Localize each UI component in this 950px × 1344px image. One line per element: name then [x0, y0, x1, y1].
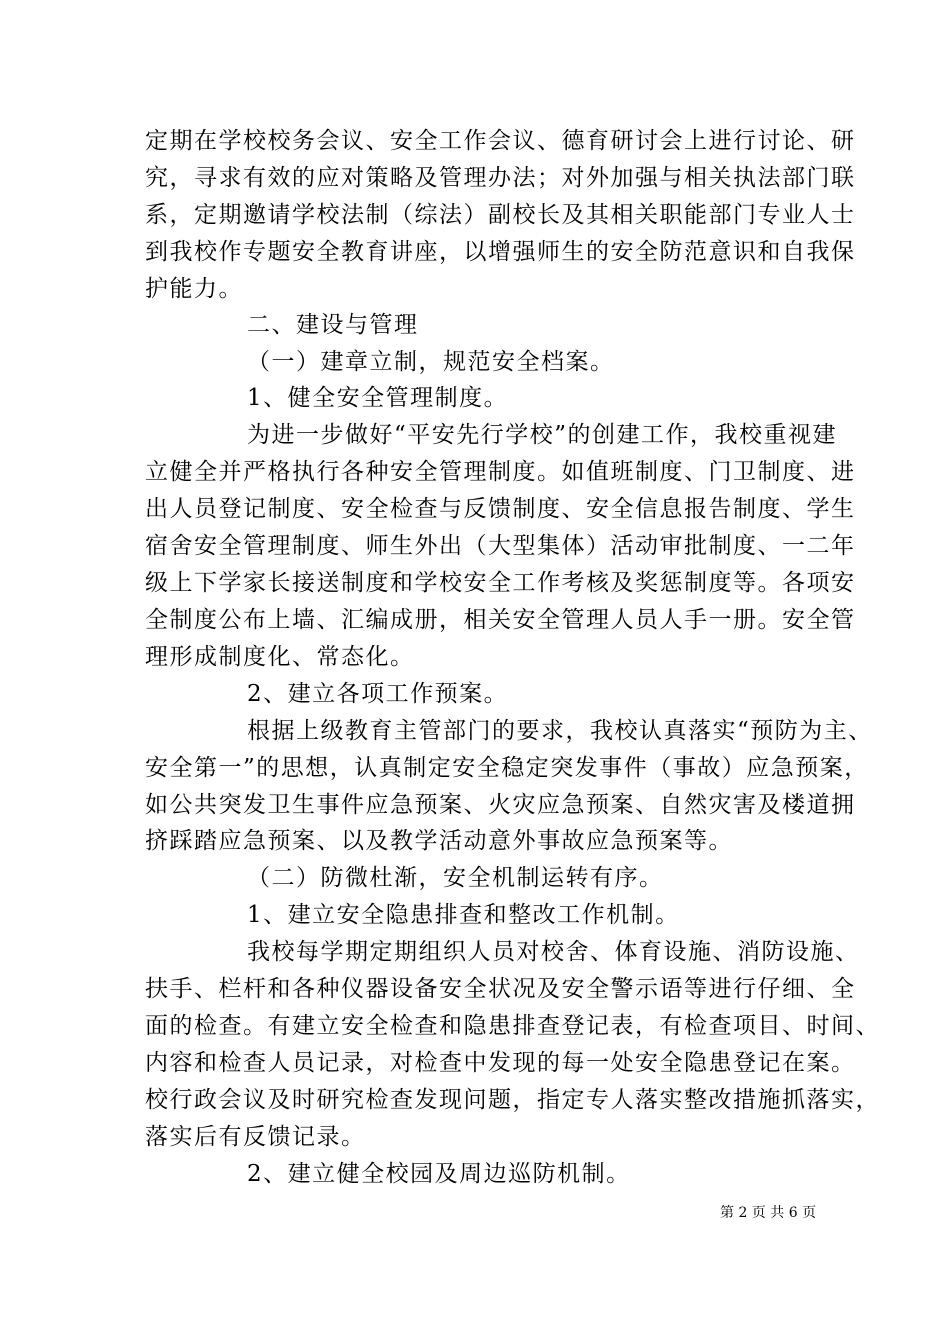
paragraph-first-line: 根据上级教育主管部门的要求，我校认真落实“预防为主、: [247, 718, 873, 744]
body-line: 全制度公布上墙、汇编成册，相关安全管理人员人手一册。安全管: [145, 607, 856, 633]
item-heading: 1、健全安全管理制度。: [247, 385, 509, 411]
body-line: 理形成制度化、常态化。: [145, 644, 415, 670]
body-line: 究，寻求有效的应对策略及管理办法；对外加强与相关执法部门联: [145, 165, 856, 191]
body-line: 定期在学校校务会议、安全工作会议、德育研讨会上进行讨论、研: [145, 128, 856, 154]
body-line: 系，定期邀请学校法制（综法）副校长及其相关职能部门专业人士: [145, 202, 856, 228]
body-line: 校行政会议及时研究检查发现问题，指定专人落实整改措施抓落实，: [145, 1087, 880, 1113]
body-line: 内容和检查人员记录，对检查中发现的每一处安全隐患登记在案。: [145, 1050, 856, 1076]
subsection-heading: （二）防微杜渐，安全机制运转有序。: [247, 865, 664, 891]
body-line: 立健全并严格执行各种安全管理制度。如值班制度、门卫制度、进: [145, 459, 856, 485]
body-line: 宿舍安全管理制度、师生外出（大型集体）活动审批制度、一二年: [145, 533, 856, 559]
body-line: 挤踩踏应急预案、以及教学活动意外事故应急预案等。: [145, 828, 733, 854]
body-line: 出人员登记制度、安全检查与反馈制度、安全信息报告制度、学生: [145, 496, 856, 522]
body-line: 落实后有反馈记录。: [145, 1124, 366, 1150]
body-line: 扶手、栏杆和各种仪器设备安全状况及安全警示语等进行仔细、全: [145, 976, 856, 1002]
paragraph-first-line: 我校每学期定期组织人员对校舍、体育设施、消防设施、: [247, 939, 860, 965]
section-heading: 二、建设与管理: [247, 312, 419, 338]
body-line: 护能力。: [145, 276, 243, 302]
body-line: 面的检查。有建立安全检查和隐患排查登记表，有检查项目、时间、: [145, 1013, 880, 1039]
paragraph-first-line: 为进一步做好“平安先行学校”的创建工作，我校重视建: [247, 422, 838, 448]
body-line: 级上下学家长接送制度和学校安全工作考核及奖惩制度等。各项安: [145, 570, 856, 596]
page-number: 第 2 页 共 6 页: [720, 1205, 817, 1221]
item-heading: 2、建立健全校园及周边巡防机制。: [247, 1161, 631, 1187]
subsection-heading: （一）建章立制，规范安全档案。: [247, 349, 615, 375]
item-heading: 1、建立安全隐患排查和整改工作机制。: [247, 902, 680, 928]
body-line: 到我校作专题安全教育讲座，以增强师生的安全防范意识和自我保: [145, 239, 856, 265]
item-heading: 2、建立各项工作预案。: [247, 681, 509, 707]
body-line: 如公共突发卫生事件应急预案、火灾应急预案、自然灾害及楼道拥: [145, 792, 856, 818]
body-line: 安全第一”的思想，认真制定安全稳定突发事件（事故）应急预案，: [145, 755, 869, 781]
